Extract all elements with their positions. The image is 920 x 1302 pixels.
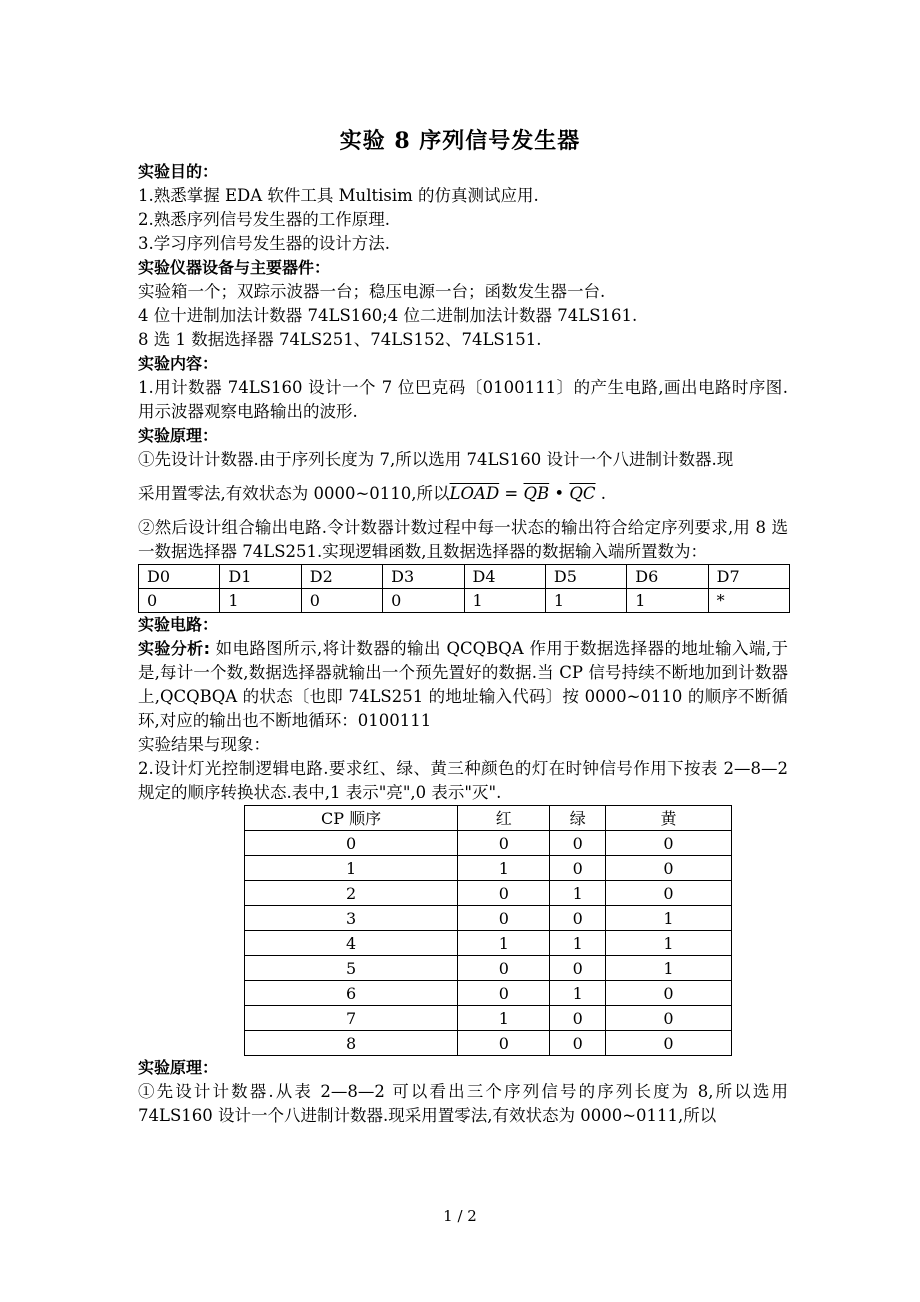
table-cell: 5 [245,956,458,981]
table-cell: 0 [550,1006,606,1031]
table-cell: 1 [606,931,732,956]
data-input-table [138,564,790,613]
table-cell: 7 [245,1006,458,1031]
table-cell: 0 [458,906,550,931]
table-header-row [245,806,732,831]
content-paragraph: 1.用计数器 74LS160 设计一个 7 位巴克码〔0100111〕的产生电路,画出电路时序图.用示波器观察电路输出的波形. [138,378,788,421]
equipment-item: 4 位十进制加法计数器 74LS160;4 位二进制加法计数器 74LS161. [138,306,638,325]
table-cell: 0 [550,1031,606,1056]
table-cell: 0 [301,589,382,613]
formula-equals: = [499,484,524,503]
table-cell: 6 [245,981,458,1006]
table-cell: 0 [606,856,732,881]
table-cell: 0 [458,1031,550,1056]
principle-2-heading: 实验原理： [138,1058,219,1077]
table-row [245,956,732,981]
light-table-body [245,831,732,1056]
table-cell: 3 [245,906,458,931]
table-header-cell: D2 [301,565,382,589]
table-cell: 1 [458,1006,550,1031]
purpose-item: 3.学习序列信号发生器的设计方法. [138,234,390,253]
table-cell: 1 [550,881,606,906]
table-cell: 2 [245,881,458,906]
circuit-heading: 实验电路： [138,615,219,634]
table-cell: 0 [458,831,550,856]
table-cell: 0 [550,831,606,856]
table-cell: 1 [550,931,606,956]
formula-dot: • [549,484,570,503]
table-header-cell: 黄 [606,806,732,831]
table-cell: 0 [458,981,550,1006]
purpose-item: 2.熟悉序列信号发生器的工作原理. [138,210,390,229]
table-cell: 0 [606,881,732,906]
table-cell: 8 [245,1031,458,1056]
principle-formula-line [138,482,788,506]
content-heading: 实验内容： [138,354,219,373]
formula-qb: $\overline{QB}$ [523,484,550,503]
formula-load: LOAD [449,484,500,503]
principle-3-paragraph: ①先设计计数器.从表 2—8—2 可以看出三个序列信号的序列长度为 8,所以选用 74LS160 设计一个八进制计数器.现采用置零法,有效状态为 0000~0111,所以 [138,1082,788,1125]
formula-end: . [595,484,607,503]
equipment-item: 实验箱一个；双踪示波器一台；稳压电源一台；函数发生器一台. [138,282,606,301]
table-row [245,906,732,931]
table-cell: 4 [245,931,458,956]
table-header-row [139,565,790,589]
task-2-paragraph: 2.设计灯光控制逻辑电路.要求红、绿、黄三种颜色的灯在时钟信号作用下按表 2—8—2 规定的顺序转换状态.表中,1 表示"亮",0 表示"灭". [138,759,788,802]
result-heading: 实验结果与现象： [138,735,270,754]
table-cell: 1 [606,956,732,981]
table-header-cell: D1 [220,565,301,589]
table-cell: 1 [458,856,550,881]
table-cell: 0 [606,1006,732,1031]
table-header-cell: D7 [708,565,789,589]
table-cell: 1 [458,931,550,956]
principle-heading: 实验原理： [138,426,219,445]
table-header-cell: 绿 [550,806,606,831]
table-header-cell: D5 [545,565,626,589]
table-header-cell: CP 顺序 [245,806,458,831]
table-cell: 0 [606,1031,732,1056]
table-cell: 1 [220,589,301,613]
table-cell: 1 [464,589,545,613]
table-cell: 0 [550,956,606,981]
table-row [245,881,732,906]
table-cell: * [708,589,789,613]
principle-step-1-cont: 采用置零法,有效状态为 0000~0110,所以 [138,484,450,503]
table-header-cell: 红 [458,806,550,831]
analysis-heading: 实验分析: [138,639,210,658]
table-row [139,589,790,613]
table-row [245,831,732,856]
purpose-item: 1.熟悉掌握 EDA 软件工具 Multisim 的仿真测试应用. [138,186,539,205]
table-header-cell: D6 [627,565,708,589]
purpose-heading: 实验目的： [138,162,219,181]
principle-step-1: ①先设计计数器.由于序列长度为 7,所以选用 74LS160 设计一个八进制计数器.现 [138,450,734,469]
table-cell: 1 [606,906,732,931]
table-cell: 0 [245,831,458,856]
document-body [138,160,788,1128]
table-row [245,1031,732,1056]
table-cell: 1 [545,589,626,613]
formula-qc: $\overline{QC}$ [569,484,596,503]
analysis-text: 如电路图所示,将计数器的输出 QCQBQA 作用于数据选择器的地址输入端,于是,每计一个数,数据选择器就输出一个预先置好的数据.当 CP 信号持续不断地加到计数器上,QCQBQA 的状态〔也即 74LS251 的地址输入代码〕按 0000~0110 的顺序不断循环,对应的输出也不断地循环：0100111 [138,639,788,730]
light-sequence-table [244,805,732,1056]
table-header-cell: D3 [383,565,464,589]
principle-step-2: ②然后设计组合输出电路.令计数器计数过程中每一状态的输出符合给定序列要求,用 8 选一数据选择器 74LS251.实现逻辑函数,且数据选择器的数据输入端所置数为： [138,518,788,561]
equipment-item: 8 选 1 数据选择器 74LS251、74LS152、74LS151. [138,330,542,349]
analysis-paragraph [138,637,788,733]
page-number: 1 / 2 [443,1207,477,1225]
table-cell: 1 [245,856,458,881]
table-cell: 0 [458,881,550,906]
table-header-cell: D0 [139,565,220,589]
equipment-heading: 实验仪器设备与主要器件： [138,258,331,277]
table-row [245,1006,732,1031]
table-row [245,981,732,1006]
table-cell: 0 [550,906,606,931]
table-cell: 0 [606,981,732,1006]
table-row [245,856,732,881]
table-cell: 1 [627,589,708,613]
table-cell: 0 [606,831,732,856]
table-row [245,931,732,956]
table-cell: 0 [139,589,220,613]
table-cell: 0 [383,589,464,613]
table-header-cell: D4 [464,565,545,589]
page-title: 实验 8 序列信号发生器 [339,128,581,154]
table-cell: 1 [550,981,606,1006]
table-cell: 0 [458,956,550,981]
table-cell: 0 [550,856,606,881]
